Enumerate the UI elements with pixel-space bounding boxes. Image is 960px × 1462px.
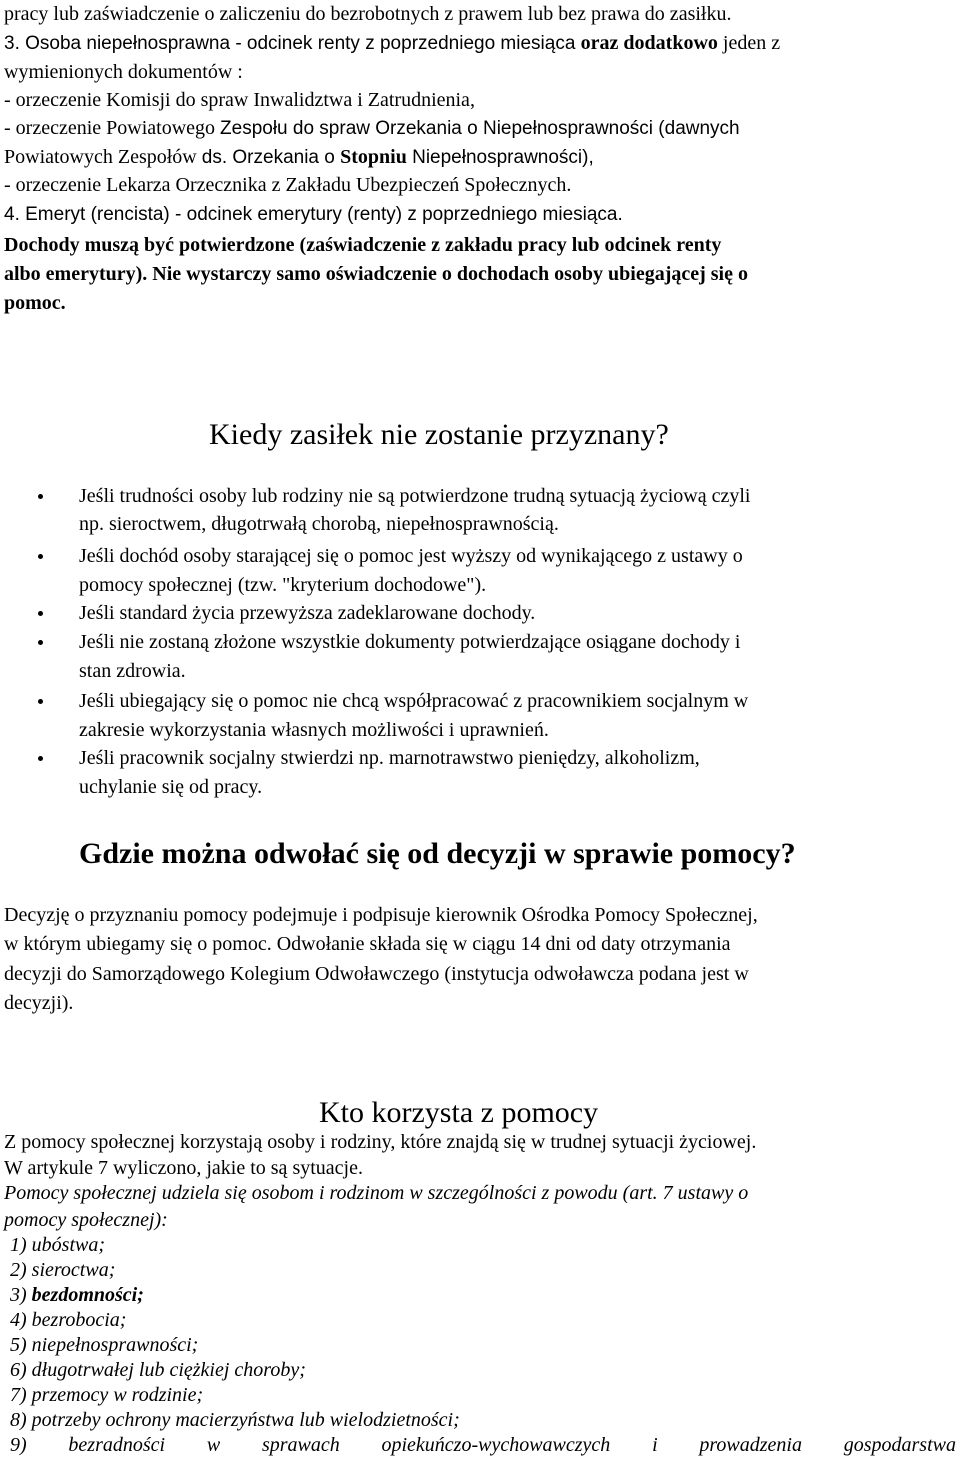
bullet-dot-icon xyxy=(38,554,43,559)
intro-bold-text: oraz dodatkowo xyxy=(580,32,718,54)
item-number: 2) xyxy=(10,1259,27,1281)
intro-line-3 xyxy=(4,60,243,84)
numbered-item-3 xyxy=(10,1283,144,1307)
item-word: bezradności xyxy=(68,1434,166,1456)
kto-line-1: Z pomocy społecznej korzystają osoby i rodziny, które znajdą się w trudnej sytuacji życiowej. xyxy=(4,1131,757,1153)
intro-line-1 xyxy=(4,2,731,26)
intro-line-5 xyxy=(4,116,740,141)
item-number: 1) xyxy=(10,1234,27,1256)
section-heading-kto: Kto korzysta z pomocy xyxy=(319,1096,599,1129)
intro-text: - orzeczenie Powiatowego xyxy=(4,117,221,139)
item-text: bezrobocia; xyxy=(31,1309,127,1331)
numbered-item-9 xyxy=(10,1433,956,1457)
bullet-item-6-line-1: Jeśli pracownik socjalny stwierdzi np. marnotrawstwo pieniędzy, alkoholizm, xyxy=(79,747,700,769)
item-word: gospodarstwa xyxy=(843,1434,956,1456)
kto-line-4: pomocy społecznej): xyxy=(4,1209,168,1231)
item-word: sprawach xyxy=(261,1434,340,1456)
bullet-item-1-line-1: Jeśli trudności osoby lub rodziny nie są potwierdzone trudną sytuacją życiową czyli xyxy=(79,485,751,507)
intro-line-6 xyxy=(4,145,594,170)
bullet-dot-icon xyxy=(38,640,43,645)
bullet-item-4-line-2: stan zdrowia. xyxy=(79,660,186,682)
gdzie-line-4: decyzji). xyxy=(4,992,74,1014)
item-number: 4) xyxy=(10,1309,27,1331)
bullet-item-2-line-1: Jeśli dochód osoby starającej się o pomoc jest wyższy od wynikającego z ustawy o xyxy=(79,545,743,567)
item-text: ubóstwa; xyxy=(31,1234,106,1256)
gdzie-line-2: w którym ubiegamy się o pomoc. Odwołanie składa się w ciągu 14 dni od daty otrzymania xyxy=(4,933,731,955)
numbered-item-6 xyxy=(10,1358,306,1382)
item-word: w xyxy=(206,1434,221,1456)
intro-text: Zespołu do spraw Orzekania o Niepełnosprawności (dawnych xyxy=(220,118,740,139)
intro-line-7 xyxy=(4,173,571,197)
bullet-item-5-line-2: zakresie wykorzystania własnych możliwości i uprawnień. xyxy=(79,719,549,741)
intro-text: 3. Osoba niepełnosprawna - odcinek renty z poprzedniego miesiąca xyxy=(4,33,581,54)
intro-text: ds. Orzekania o xyxy=(201,147,341,168)
item-text: sieroctwa; xyxy=(31,1259,116,1281)
gdzie-line-3: decyzji do Samorządowego Kolegium Odwoławczego (instytucja odwoławcza podana jest w xyxy=(4,963,749,985)
intro-bold-text: albo emerytury). Nie wystarczy samo oświadczenie o dochodach osoby ubiegającej się o xyxy=(4,263,748,285)
bullet-item-3-line-1: Jeśli standard życia przewyższa zadeklarowane dochody. xyxy=(79,602,536,624)
intro-line-10 xyxy=(4,262,748,286)
item-number: 5) xyxy=(10,1334,27,1356)
item-number: 7) xyxy=(10,1384,27,1406)
intro-line-9 xyxy=(4,233,721,257)
intro-line-8 xyxy=(4,202,623,227)
item-text: niepełnosprawności; xyxy=(31,1334,199,1356)
bullet-item-6-line-2: uchylanie się od pracy. xyxy=(79,776,263,798)
section-heading-gdzie: Gdzie można odwołać się od decyzji w sprawie pomocy? xyxy=(79,837,796,870)
item-number: 3) xyxy=(10,1284,27,1306)
intro-bold-text: Stopniu xyxy=(340,146,407,168)
intro-text: 4. Emeryt (rencista) - odcinek emerytury (renty) z poprzedniego miesiąca. xyxy=(4,204,623,225)
gdzie-line-1: Decyzję o przyznaniu pomocy podejmuje i podpisuje kierownik Ośrodka Pomocy Społecznej, xyxy=(4,904,758,926)
bullet-dot-icon xyxy=(38,699,43,704)
numbered-item-4 xyxy=(10,1308,126,1332)
item-text: długotrwałej lub ciężkiej choroby; xyxy=(31,1359,306,1381)
item-text: potrzeby ochrony macierzyństwa lub wielodzietności; xyxy=(31,1409,460,1431)
intro-text: wymienionych dokumentów : xyxy=(4,61,243,83)
intro-line-4 xyxy=(4,88,475,112)
bullet-dot-icon xyxy=(38,611,43,616)
intro-text: Niepełnosprawności), xyxy=(406,147,594,168)
numbered-item-5 xyxy=(10,1333,198,1357)
item-number: 8) xyxy=(10,1409,27,1431)
kto-line-3: Pomocy społecznej udziela się osobom i rodzinom w szczególności z powodu (art. 7 ustawy o xyxy=(4,1182,749,1204)
section-heading-kiedy: Kiedy zasiłek nie zostanie przyznany? xyxy=(209,418,669,451)
bullet-dot-icon xyxy=(38,494,43,499)
intro-text: - orzeczenie Komisji do spraw Inwalidztwa i Zatrudnienia, xyxy=(4,89,475,111)
numbered-item-7 xyxy=(10,1383,203,1407)
item-word: prowadzenia xyxy=(699,1434,802,1456)
kto-line-2: W artykule 7 wyliczono, jakie to są sytuacje. xyxy=(4,1157,363,1179)
bullet-item-1-line-2: np. sieroctwem, długotrwałą chorobą, niepełnosprawnością. xyxy=(79,513,559,535)
intro-line-11 xyxy=(4,291,66,315)
numbered-item-8 xyxy=(10,1408,460,1432)
intro-line-2 xyxy=(4,31,780,56)
intro-text: pracy lub zaświadczenie o zaliczeniu do bezrobotnych z prawem lub bez prawa do zasiłku. xyxy=(4,3,732,25)
item-text-bold: bezdomności; xyxy=(31,1284,144,1306)
numbered-item-1 xyxy=(10,1233,105,1257)
intro-bold-text: pomoc. xyxy=(4,292,66,314)
intro-text: jeden z xyxy=(717,32,781,54)
bullet-item-2-line-2: pomocy społecznej (tzw. "kryterium dochodowe"). xyxy=(79,574,487,596)
intro-bold-text: Dochody muszą być potwierdzone (zaświadczenie z zakładu pracy lub odcinek renty xyxy=(4,234,722,256)
intro-text: - orzeczenie Lekarza Orzecznika z Zakładu Ubezpieczeń Społecznych. xyxy=(4,174,572,196)
intro-text: Powiatowych Zespołów xyxy=(4,146,202,168)
bullet-item-4-line-1: Jeśli nie zostaną złożone wszystkie dokumenty potwierdzające osiągane dochody i xyxy=(79,631,741,653)
numbered-item-2 xyxy=(10,1258,115,1282)
item-word: opiekuńczo-wychowawczych xyxy=(381,1434,611,1456)
item-number: 9) xyxy=(10,1434,27,1456)
bullet-dot-icon xyxy=(38,756,43,761)
bullet-item-5-line-1: Jeśli ubiegający się o pomoc nie chcą współpracować z pracownikiem socjalnym w xyxy=(79,690,749,712)
item-word: i xyxy=(652,1434,658,1456)
item-text: przemocy w rodzinie; xyxy=(31,1384,204,1406)
item-number: 6) xyxy=(10,1359,27,1381)
